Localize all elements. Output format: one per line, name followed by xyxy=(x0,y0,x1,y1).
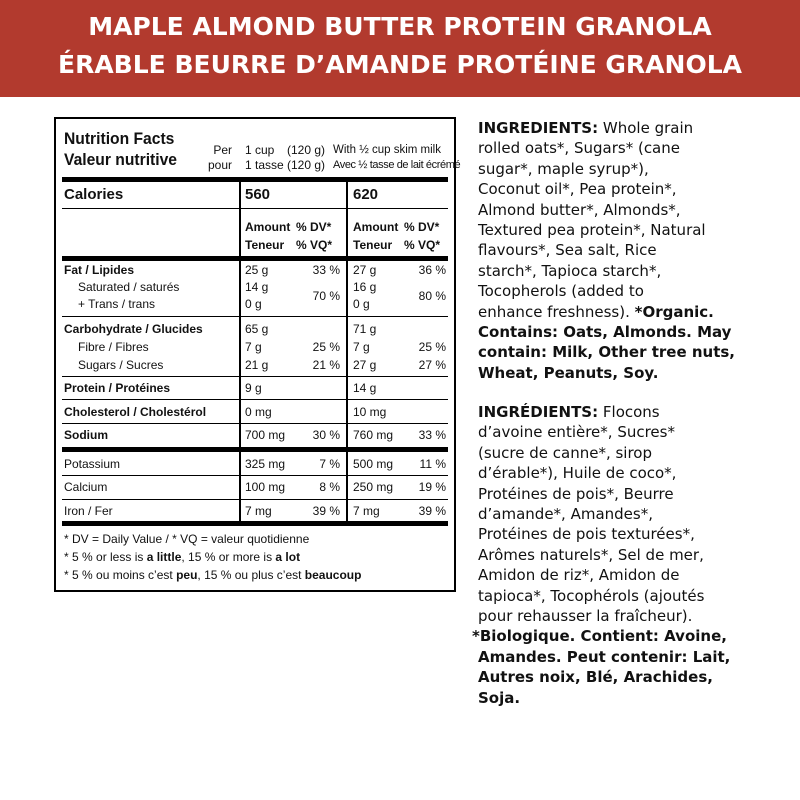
allergen-line: contain: Milk, Other tree nuts, xyxy=(478,343,735,362)
ingredients-line: pour rehausser la fraîcheur). xyxy=(478,607,693,626)
footnote-en: * 5 % or less is a little, 15 % or more is a lot xyxy=(64,550,301,564)
cholesterol-label: Cholesterol / Cholestérol xyxy=(64,405,207,419)
calories-label: Calories xyxy=(64,186,124,203)
ingredients-line: Protéines de pois texturées*, xyxy=(478,525,695,544)
saturated-amount-1: 14 g xyxy=(245,280,269,294)
calcium-dv-2: 19 % xyxy=(418,480,446,494)
allergen-line: *Biologique. Contient: Avoine, xyxy=(472,627,727,646)
carbohydrate-label: Carbohydrate / Glucides xyxy=(64,322,203,336)
sodium-label: Sodium xyxy=(64,428,108,442)
divider xyxy=(62,475,448,476)
cholesterol-amount-2: 10 mg xyxy=(353,405,387,419)
trans-label: + Trans / trans xyxy=(78,297,156,311)
serving1-fr-grams: (120 g) xyxy=(287,158,326,172)
sodium-dv-2: 33 % xyxy=(418,428,446,442)
allergen-line: Autres noix, Blé, Arachides, xyxy=(478,668,713,687)
sugars-dv-1: 21 % xyxy=(312,358,340,372)
protein-amount-2: 14 g xyxy=(353,381,377,395)
fat-label: Fat / Lipides xyxy=(64,263,135,277)
ingredients-line: (sucre de canne*, sirop xyxy=(478,443,653,462)
sodium-dv-1: 30 % xyxy=(312,428,340,442)
sodium-amount-2: 760 mg xyxy=(353,428,394,442)
fibre-dv-1: 25 % xyxy=(312,340,340,354)
carbohydrate-amount-1: 65 g xyxy=(245,322,269,336)
divider xyxy=(62,499,448,500)
fat-dv-2: 36 % xyxy=(418,263,446,277)
dv-header-en-1: % DV* xyxy=(296,220,332,234)
calcium-amount-2: 250 mg xyxy=(353,480,394,494)
ingredients-line: Amidon de riz*, Amidon de xyxy=(478,566,680,585)
ingredients-line: sugar*, maple syrup*), xyxy=(478,159,649,178)
nutrition-title-fr: Valeur nutritive xyxy=(64,150,178,169)
product-banner xyxy=(0,0,800,97)
iron-label: Iron / Fer xyxy=(64,504,113,518)
divider xyxy=(62,521,448,526)
sugars-amount-2: 27 g xyxy=(353,358,377,372)
iron-dv-1: 39 % xyxy=(312,504,340,518)
footnote-dv: * DV = Daily Value / * VQ = valeur quotidienne xyxy=(64,532,310,546)
divider xyxy=(62,316,448,317)
sat-trans-dv-1: 70 % xyxy=(312,289,340,303)
serving1-en: 1 cup xyxy=(245,143,275,157)
ingredients-line: d’amande*, Amandes*, xyxy=(478,505,653,524)
calcium-amount-1: 100 mg xyxy=(245,480,286,494)
divider xyxy=(62,177,448,182)
product-title-en: MAPLE ALMOND BUTTER PROTEIN GRANOLA xyxy=(88,12,712,41)
iron-dv-2: 39 % xyxy=(418,504,446,518)
allergen-line: Amandes. Peut contenir: Lait, xyxy=(478,647,731,666)
divider xyxy=(62,423,448,424)
fat-amount-2: 27 g xyxy=(353,263,377,277)
ingredients-line: d’avoine entière*, Sucres* xyxy=(478,423,675,442)
divider xyxy=(62,256,448,261)
saturated-label: Saturated / saturés xyxy=(78,280,180,294)
product-title-fr: ÉRABLE BEURRE D’AMANDE PROTÉINE GRANOLA xyxy=(58,50,742,79)
cholesterol-amount-1: 0 mg xyxy=(245,405,272,419)
ingredients-fr xyxy=(472,402,778,708)
ingredients-line: Arômes naturels*, Sel de mer, xyxy=(478,545,704,564)
column-divider xyxy=(239,182,241,521)
ingredients-line: flavours*, Sea salt, Rice xyxy=(478,241,657,260)
dv-header-fr-1: % VQ* xyxy=(296,238,333,252)
ingredients-line: tapioca*, Tocophérols (ajoutés xyxy=(478,586,705,605)
ingredients-line: d’érable*), Huile de coco*, xyxy=(478,464,677,483)
dv-header-fr-2: % VQ* xyxy=(404,238,441,252)
fibre-dv-2: 25 % xyxy=(418,340,446,354)
calories-value-2: 620 xyxy=(353,186,379,203)
allergen-line: Soja. xyxy=(478,688,521,707)
dv-header-en-2: % DV* xyxy=(404,220,440,234)
serving1-fr: 1 tasse xyxy=(245,158,284,172)
calcium-dv-1: 8 % xyxy=(319,480,340,494)
potassium-dv-1: 7 % xyxy=(319,457,340,471)
nutrition-facts-table xyxy=(54,117,461,592)
ingredients-line: Textured pea protein*, Natural xyxy=(478,221,706,240)
column-divider xyxy=(346,182,348,521)
serving2-fr: Avec ½ tasse de lait écrémé xyxy=(333,159,461,171)
carbohydrate-amount-2: 71 g xyxy=(353,322,377,336)
fat-amount-1: 25 g xyxy=(245,263,269,277)
ingredients-line: Almond butter*, Almonds*, xyxy=(478,200,681,219)
per-label-en: Per xyxy=(213,143,232,157)
ingredients-line: Tocopherols (added to xyxy=(478,282,644,301)
amount-header-fr-1: Teneur xyxy=(245,238,285,252)
amount-header-en-1: Amount xyxy=(245,220,291,234)
iron-amount-2: 7 mg xyxy=(353,504,380,518)
amount-header-fr-2: Teneur xyxy=(353,238,393,252)
ingredients-line: Protéines de pois*, Beurre xyxy=(478,484,674,503)
fibre-amount-1: 7 g xyxy=(245,340,262,354)
ingredients-en xyxy=(478,118,778,383)
potassium-amount-2: 500 mg xyxy=(353,457,394,471)
potassium-dv-2: 11 % xyxy=(419,457,446,471)
allergen-line: Contains: Oats, Almonds. May xyxy=(478,323,732,342)
sat-trans-dv-2: 80 % xyxy=(418,289,446,303)
fibre-amount-2: 7 g xyxy=(353,340,370,354)
calories-value-1: 560 xyxy=(245,186,271,203)
ingredients-line: Coconut oil*, Pea protein*, xyxy=(478,180,677,199)
ingredients-line: rolled oats*, Sugars* (cane xyxy=(478,139,680,158)
trans-amount-2: 0 g xyxy=(353,297,370,311)
ingredients-line: enhance freshness). *Organic. xyxy=(478,302,714,321)
ingredients-line: INGREDIENTS: Whole grain xyxy=(478,119,694,137)
footnote-fr: * 5 % ou moins c’est peu, 15 % ou plus c’est beaucoup xyxy=(64,568,362,582)
sodium-amount-1: 700 mg xyxy=(245,428,286,442)
divider xyxy=(62,376,448,377)
iron-amount-1: 7 mg xyxy=(245,504,272,518)
sugars-dv-2: 27 % xyxy=(418,358,446,372)
nutrition-title-en: Nutrition Facts xyxy=(64,129,175,148)
divider xyxy=(62,208,448,209)
fat-dv-1: 33 % xyxy=(312,263,340,277)
sugars-amount-1: 21 g xyxy=(245,358,269,372)
ingredients-line: INGRÉDIENTS: Flocons xyxy=(478,403,660,421)
trans-amount-1: 0 g xyxy=(245,297,262,311)
serving1-en-grams: (120 g) xyxy=(287,143,326,157)
potassium-amount-1: 325 mg xyxy=(245,457,286,471)
potassium-label: Potassium xyxy=(64,457,121,471)
sugars-label: Sugars / Sucres xyxy=(78,358,164,372)
fibre-label: Fibre / Fibres xyxy=(78,340,149,354)
allergen-line: Wheat, Peanuts, Soy. xyxy=(478,363,659,382)
ingredients-line: starch*, Tapioca starch*, xyxy=(478,261,662,280)
per-label-fr: pour xyxy=(207,158,232,172)
protein-amount-1: 9 g xyxy=(245,381,262,395)
calcium-label: Calcium xyxy=(64,480,108,494)
amount-header-en-2: Amount xyxy=(353,220,399,234)
saturated-amount-2: 16 g xyxy=(353,280,377,294)
divider xyxy=(62,447,448,452)
divider xyxy=(62,399,448,400)
protein-label: Protein / Protéines xyxy=(64,381,171,395)
serving2-en: With ½ cup skim milk xyxy=(333,144,441,156)
